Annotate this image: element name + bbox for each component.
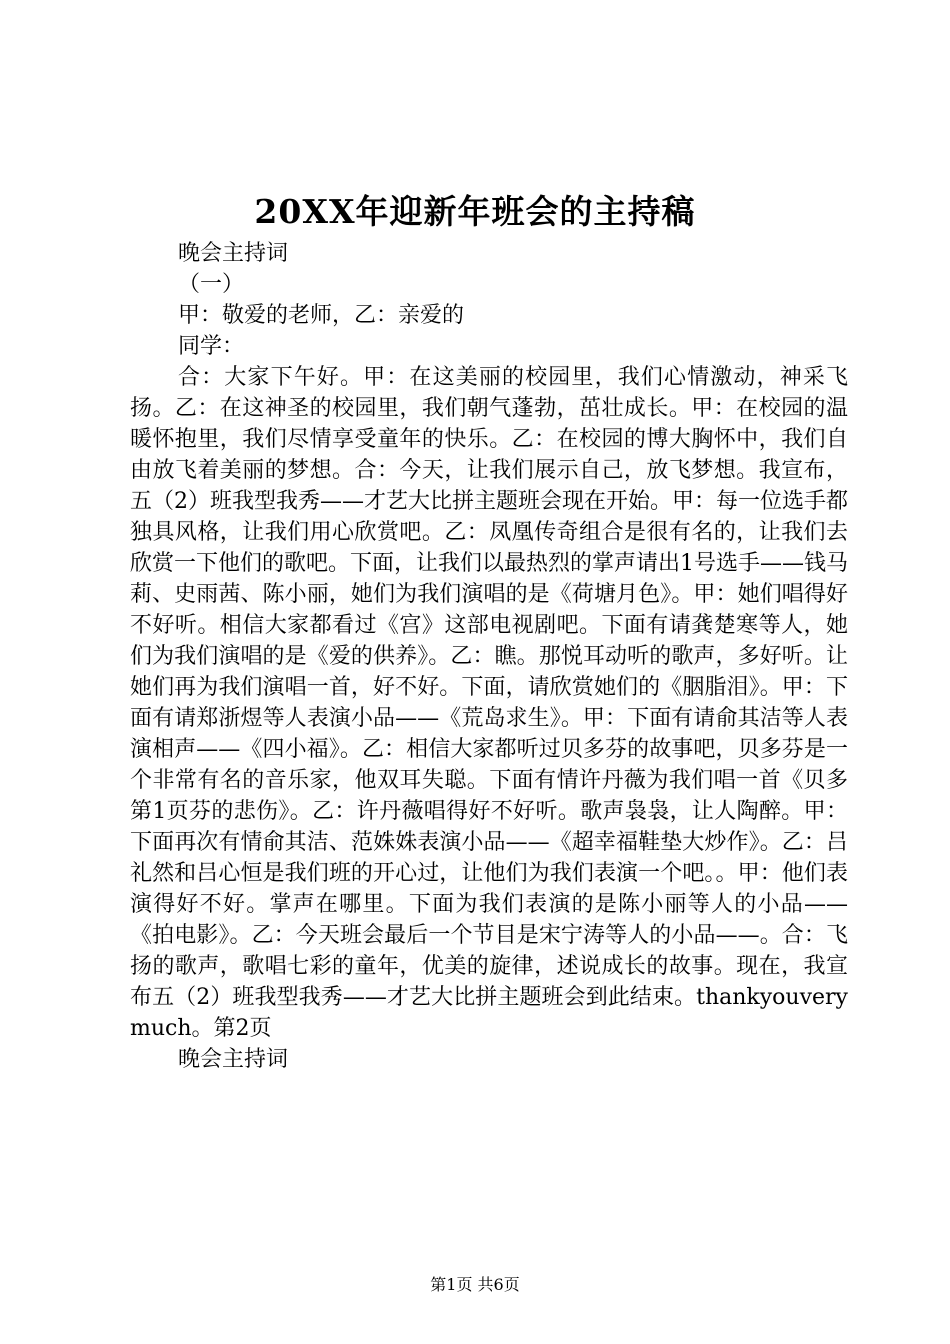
greeting-line-2: 同学： [178,334,245,359]
body-paragraph: 合：大家下午好。甲：在这美丽的校园里，我们心情激动，神采飞扬。乙：在这神圣的校园里，我们朝气蓬勃，茁壮成长。甲：在校园的温暖怀抱里，我们尽情享受童年的快乐。乙：在校园的博大胸怀中，我们自由放飞着美丽的梦想。合：今天，让我们展示自己，放飞梦想。我宣布，五（2）班我型我秀——才艺大比拼主题班会现在开始。甲：每一位选手都独具风格，让我们用心欣赏吧。乙：凤凰传奇组合是很有名的，让我们去欣赏一下他们的歌吧。下面，让我们以最热烈的掌声请出1号选手——钱马莉、史雨茜、陈小丽，她们为我们演唱的是《荷塘月色》。甲：她们唱得好不好听。相信大家都看过《宫》这部电视剧吧。下面有请龚楚寒等人，她们为我们演唱的是《爱的供养》。乙：瞧。那悦耳动听的歌声，多好听。让她们再为我们演唱一首，好不好。下面，请欣赏她们的《胭脂泪》。甲：下面有请郑浙煜等人表演小品——《荒岛求生》。甲：下面有请俞其洁等人表演相声——《四小福》。乙：相信大家都听过贝多芬的故事吧，贝多芬是一个非常有名的音乐家，他双耳失聪。下面有情许丹薇为我们唱一首《贝多第1页芬的悲伤》。乙：许丹薇唱得好不好听。歌声袅袅，让人陶醉。甲：下面再次有情俞其洁、范姝姝表演小品——《超幸福鞋垫大炒作》。乙：吕礼然和吕心恒是我们班的开心过，让他们为我们表演一个吧。。甲：他们表演得好不好。掌声在哪里。下面为我们表演的是陈小丽等人的小品——《拍电影》。乙：今天班会最后一个节目是宋宁涛等人的小品——。合：飞扬的歌声，歌唱七彩的童年，优美的旋律，述说成长的故事。现在，我宣布五（2）班我型我秀——才艺大比拼主题班会到此结束。thankyouverymuch。第2页 [130,365,848,1041]
document-title: 20XX年迎新年班会的主持稿 [254,192,696,231]
heading-host-speech: 晚会主持词 [178,241,289,266]
document-body [130,238,848,1075]
greeting-line: 甲：敬爱的老师，乙：亲爱的 [178,303,465,328]
section-label: （一） [178,272,245,297]
page-footer: 第1页 共6页 [430,1275,520,1294]
heading-host-speech-2: 晚会主持词 [178,1047,289,1072]
